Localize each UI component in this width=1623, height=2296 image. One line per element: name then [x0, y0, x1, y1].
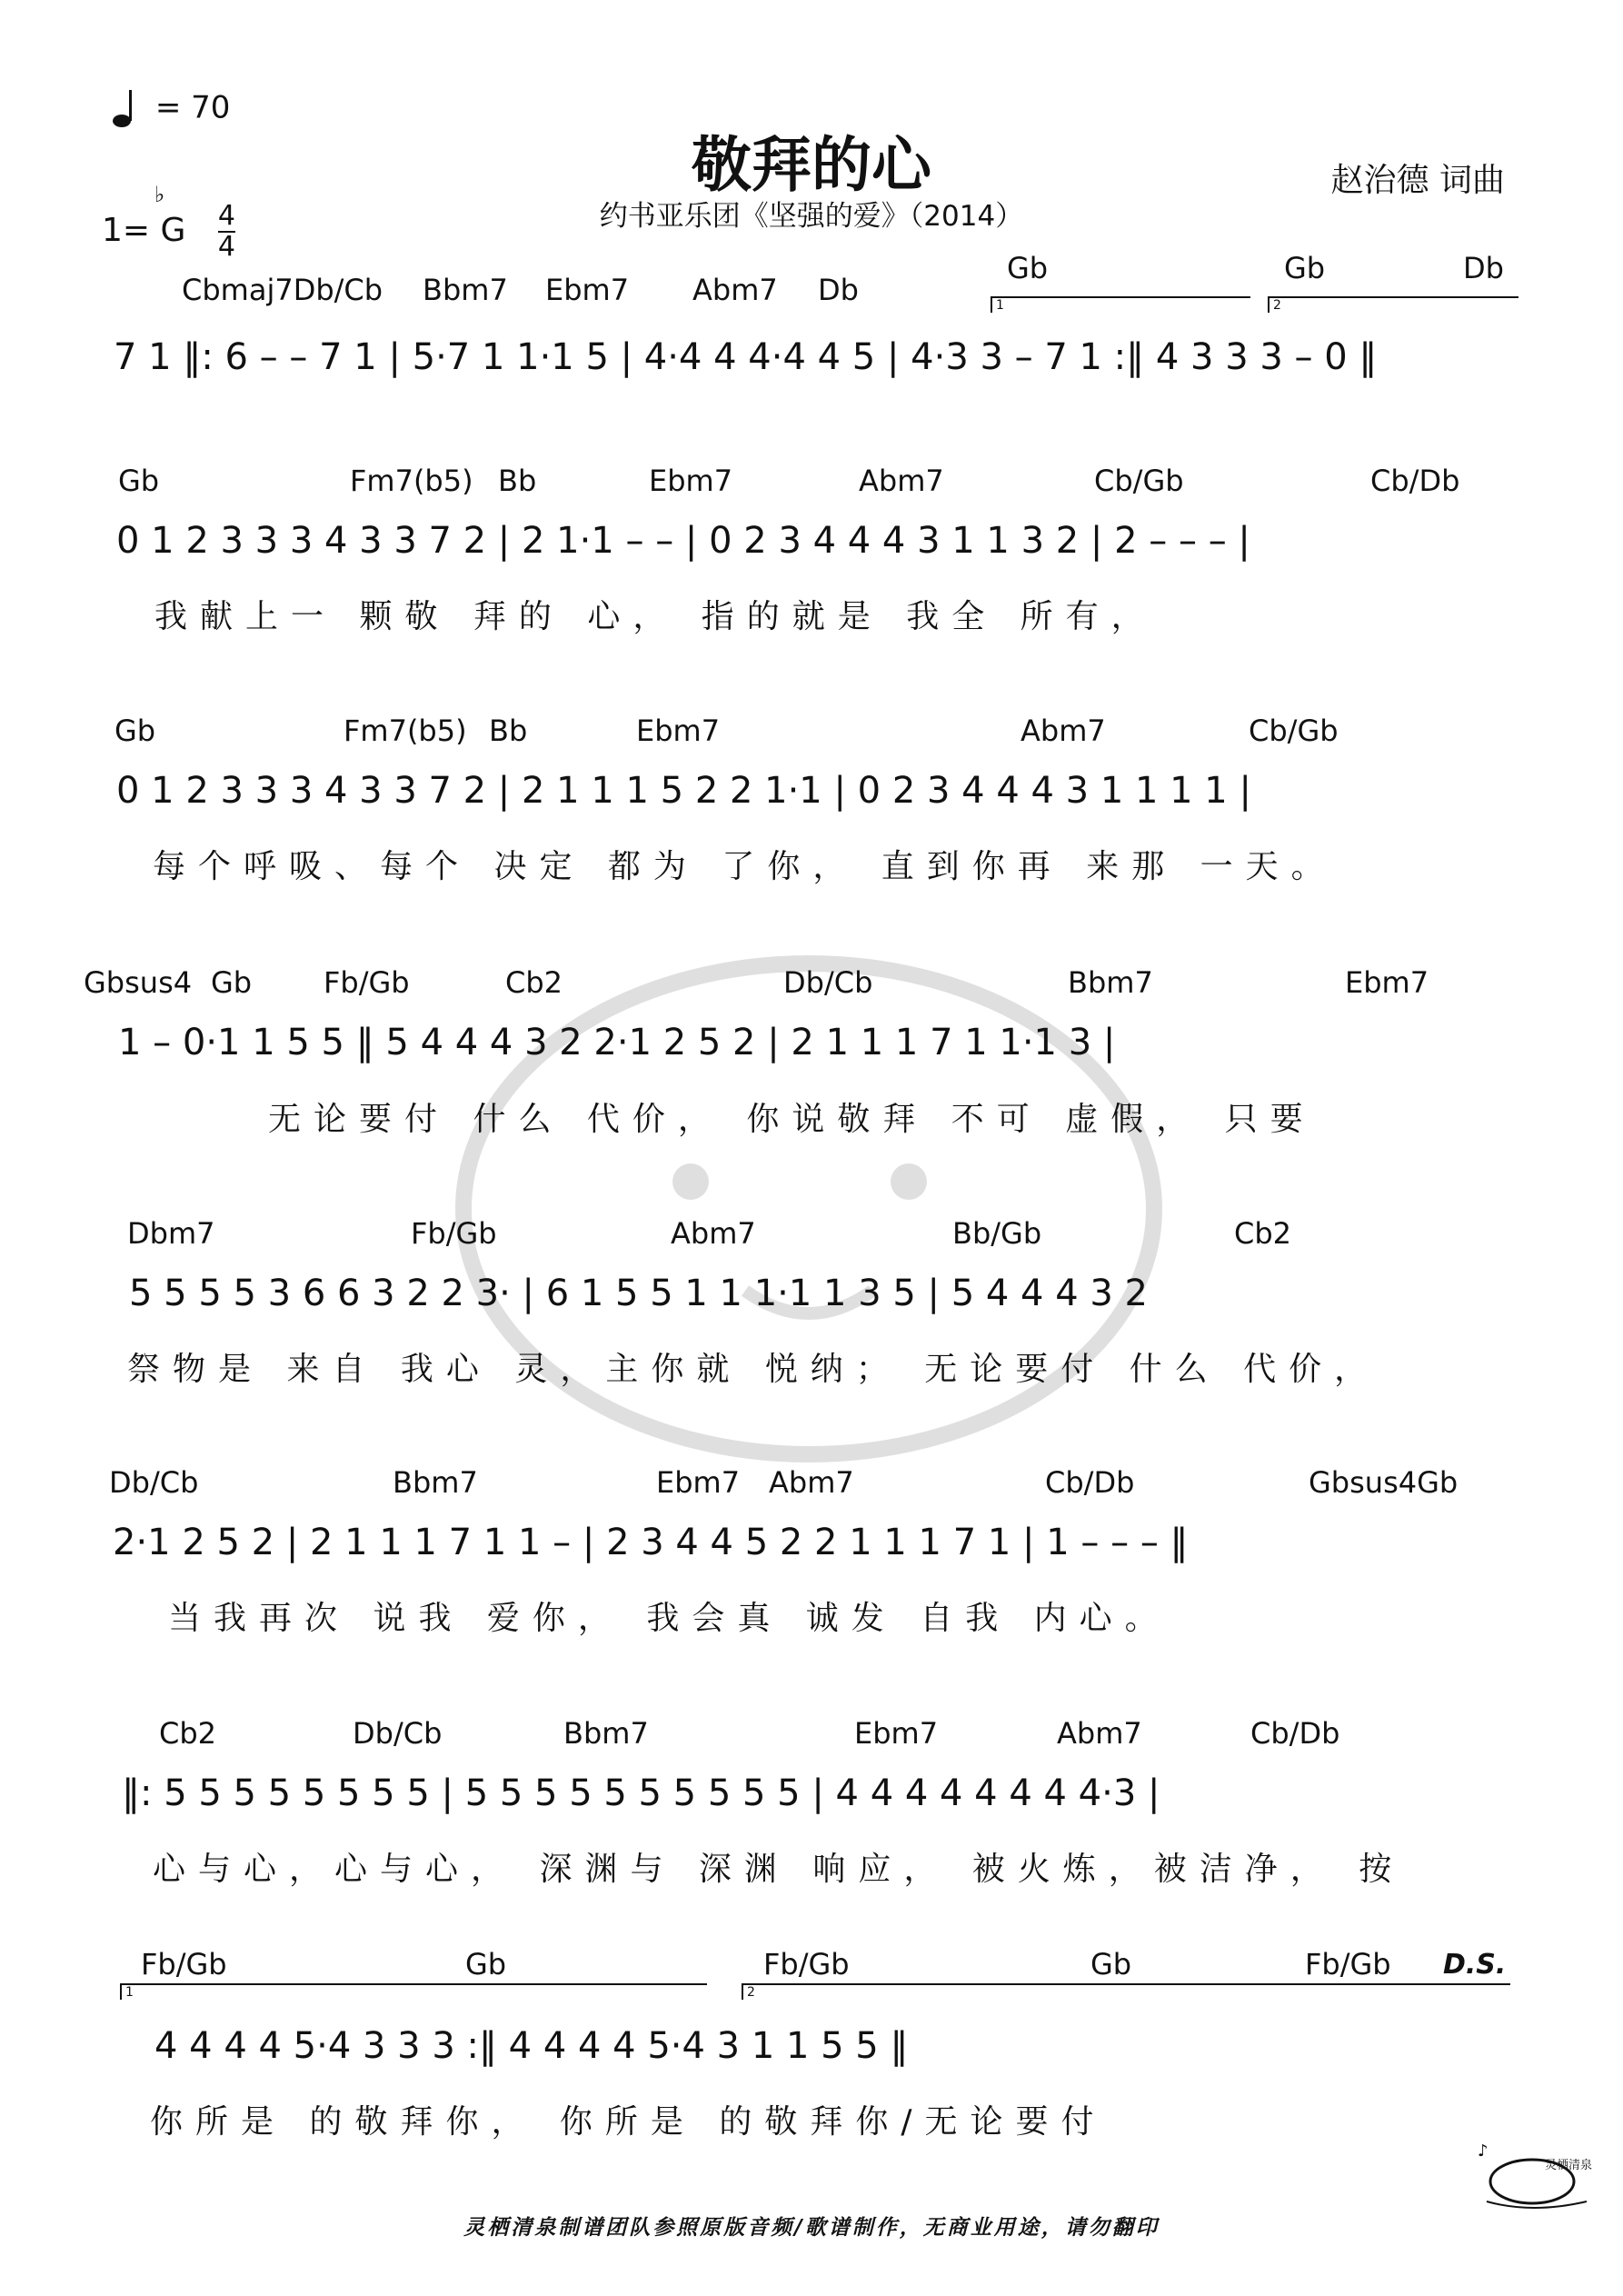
song-title: 敬拜的心	[692, 130, 931, 200]
chord: Abm7	[769, 1465, 854, 1500]
lyrics-row-4: 无论要付 什么 代价， 你说敬拜 不可 虚假， 只要	[268, 1101, 1316, 1138]
time-signature	[218, 202, 235, 262]
chord: Gbsus4Gb	[1309, 1465, 1459, 1500]
chord: Gbsus4	[84, 965, 193, 1000]
chord: Ebm7	[1345, 965, 1429, 1000]
chord: Bb/Gb	[952, 1216, 1042, 1251]
chord: Cb/Gb	[1094, 464, 1184, 498]
notes-row-6: 2·1 2 5 2 | 2 1 1 1 7 1 1 – | 2 3 4 4 5 2 2 1 1 1 7 1 | 1 – – – ‖	[113, 1522, 1189, 1563]
chord: Db/Cb	[353, 1716, 443, 1751]
chord: Ebm7	[656, 1465, 741, 1500]
chord: Abm7	[671, 1216, 756, 1251]
chord: Db/Cb	[109, 1465, 199, 1500]
chord: Bb	[489, 714, 528, 748]
notes-row-7: ‖: 5 5 5 5 5 5 5 5 | 5 5 5 5 5 5 5 5 5 5 | 4 4 4 4 4 4 4 4·3 |	[122, 1772, 1160, 1814]
chord: Fm7(b5)	[350, 464, 473, 498]
lyrics-row-6: 当我再次 说我 爱你， 我会真 诚发 自我 内心。	[168, 1600, 1170, 1637]
svg-text:♪: ♪	[1478, 2141, 1489, 2161]
tempo-text: = 70	[154, 89, 231, 126]
notes-row-2: 0 1 2 3 3 3 4 3 3 7 2 | 2 1·1 – – | 0 2 3 4 4 4 3 1 1 3 2 | 2 – – – |	[116, 520, 1250, 562]
time-top: 4	[217, 200, 235, 232]
chord: Fb/Gb	[324, 965, 410, 1000]
chord: Gb	[118, 464, 160, 498]
chord: Fm7(b5)	[344, 714, 467, 748]
chord: Abm7	[1021, 714, 1106, 748]
lyrics-row-2: 我献上一 颗敬 拜的 心， 指的就是 我全 所有，	[154, 598, 1157, 635]
chord: Db	[818, 273, 859, 307]
logo-text: 灵栖清泉	[1545, 2159, 1593, 2172]
chord: Cb/Db	[1250, 1716, 1340, 1751]
chord: Bbm7	[1068, 965, 1153, 1000]
chord: Ebm7	[636, 714, 721, 748]
song-subtitle: 约书亚乐团《坚强的爱》（2014）	[599, 200, 1024, 233]
sheep-logo-icon	[1469, 2138, 1596, 2211]
key-signature	[102, 182, 235, 263]
chord: Gb	[1007, 251, 1049, 285]
notes-row-1: 7 1 ‖: 6 – – 7 1 | 5·7 1 1·1 5 | 4·4 4 4·4 4 5 | 4·3 3 – 7 1 :‖ 4 3 3 3 – 0 ‖	[114, 336, 1378, 378]
chord: Gb	[211, 965, 253, 1000]
chord: Cb/Db	[1370, 464, 1460, 498]
notes-row-4: 1 – 0·1 1 5 5 ‖ 5 4 4 4 3 2 2·1 2 5 2 | 2 1 1 1 7 1 1·1 3 |	[118, 1022, 1116, 1063]
chord: Cb/Db	[1045, 1465, 1135, 1500]
chord: Bbm7	[393, 1465, 478, 1500]
chord: Db/Cb	[783, 965, 873, 1000]
chord: Abm7	[1057, 1716, 1142, 1751]
chord: Gb	[115, 714, 156, 748]
chord: Abm7	[692, 273, 778, 307]
chord: Cb2	[1234, 1216, 1292, 1251]
composer-credit: 赵治德 词曲	[1330, 162, 1505, 199]
lyrics-row-8: 你所是 的敬拜你， 你所是 的敬拜你/无论要付	[150, 2103, 1107, 2141]
volta-1: 1	[120, 1983, 707, 2000]
chord: Cb2	[159, 1716, 217, 1751]
volta-1: 1	[991, 296, 1250, 313]
dal-segno-mark: D.S.	[1443, 1949, 1507, 1981]
footer-notice: 灵栖清泉制谱团队参照原版音频/歌谱制作，无商业用途，请勿翻印	[463, 2216, 1160, 2240]
chord: Bb	[498, 464, 537, 498]
chord: Fb/Gb	[1305, 1947, 1391, 1982]
lyrics-row-3: 每个呼吸、每个 决定 都为 了你， 直到你再 来那 一天。	[153, 848, 1337, 885]
chord: Bbm7	[563, 1716, 649, 1751]
chord: Dbm7	[127, 1216, 215, 1251]
chord: Fb/Gb	[141, 1947, 227, 1982]
time-bottom: 4	[217, 231, 235, 263]
flat-sign: ♭	[154, 182, 165, 207]
chord: Fb/Gb	[411, 1216, 497, 1251]
chord: Gb	[465, 1947, 507, 1982]
chord: Ebm7	[649, 464, 733, 498]
lyrics-row-7: 心与心，心与心， 深渊与 深渊 响应， 被火炼，被洁净， 按	[153, 1851, 1405, 1888]
chord: Db	[1463, 251, 1504, 285]
chord: Cbmaj7Db/Cb	[182, 273, 383, 307]
chord: Ebm7	[854, 1716, 939, 1751]
notes-row-3: 0 1 2 3 3 3 4 3 3 7 2 | 2 1 1 1 5 2 2 1·1 | 0 2 3 4 4 4 3 1 1 1 1 |	[116, 770, 1251, 812]
chord: Fb/Gb	[763, 1947, 850, 1982]
chord: Cb/Gb	[1249, 714, 1339, 748]
chord: Gb	[1090, 1947, 1132, 1982]
chord: Ebm7	[545, 273, 630, 307]
volta-2: 2	[1268, 296, 1518, 313]
notes-row-8: 4 4 4 4 5·4 3 3 3 :‖ 4 4 4 4 5·4 3 1 1 5 5 ‖	[154, 2025, 909, 2067]
key-text: 1= G	[102, 212, 186, 249]
volta-2: 2	[742, 1983, 1510, 2000]
chord: Abm7	[859, 464, 944, 498]
chord: Bbm7	[423, 273, 508, 307]
lyrics-row-5: 祭物是 来自 我心 灵，主你就 悦纳； 无论要付 什么 代价，	[127, 1351, 1380, 1388]
chord: Gb	[1284, 251, 1326, 285]
chord: Cb2	[505, 965, 563, 1000]
notes-row-5: 5 5 5 5 3 6 6 3 2 2 3· | 6 1 5 5 1 1 1·1 1 3 5 | 5 4 4 4 3 2	[129, 1273, 1148, 1314]
